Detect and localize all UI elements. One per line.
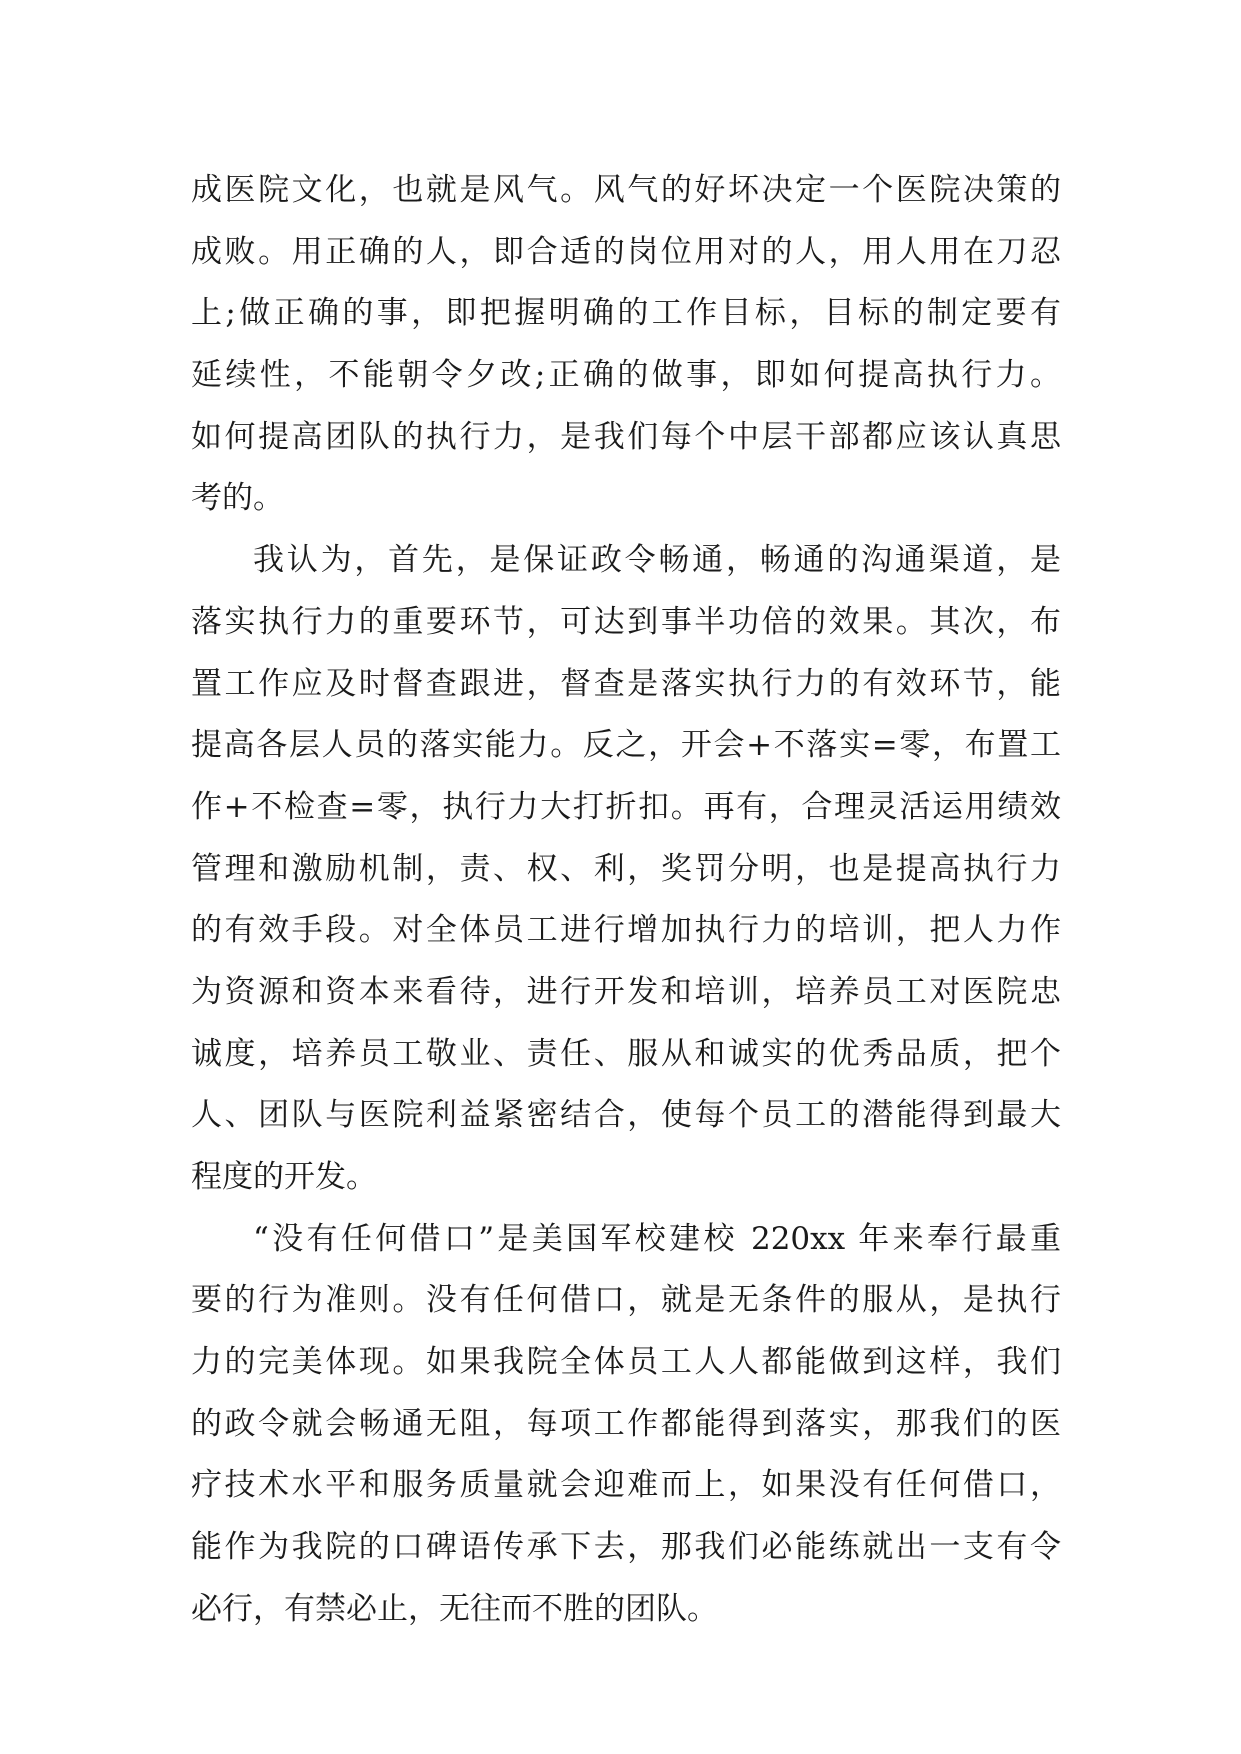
text-line: 落实执行力的重要环节，可达到事半功倍的效果。其次，布 [191,603,1061,640]
text-line: 成医院文化，也就是风气。风气的好坏决定一个医院决策的 [191,172,1061,208]
text-line: “没有任何借口”是美国军校建校 220xx 年来奉行最重 [253,1220,1061,1257]
text-line: 人、团队与医院利益紧密结合，使每个员工的潜能得到最大 [191,1097,1061,1134]
text-line: 管理和激励机制，责、权、利，奖罚分明，也是提高执行力 [191,850,1061,887]
text-line: 置工作应及时督查跟进，督查是落实执行力的有效环节，能 [191,665,1061,702]
text-line: 上;做正确的事，即把握明确的工作目标，目标的制定要有 [191,295,1061,332]
text-line: 作+不检查=零，执行力大打折扣。再有，合理灵活运用绩效 [191,788,1061,825]
text-line: 必行，有禁必止，无往而不胜的团队。 [191,1590,718,1627]
text-line: 的有效手段。对全体员工进行增加执行力的培训，把人力作 [191,912,1061,949]
text-line: 疗技术水平和服务质量就会迎难而上，如果没有任何借口， [191,1467,1061,1504]
text-line: 能作为我院的口碑语传承下去，那我们必能练就出一支有令 [191,1529,1061,1566]
text-line: 要的行为准则。没有任何借口，就是无条件的服从，是执行 [191,1282,1061,1319]
text-line: 考的。 [191,480,284,517]
text-line: 提高各层人员的落实能力。反之，开会+不落实=零，布置工 [191,727,1061,764]
text-line: 的政令就会畅通无阻，每项工作都能得到落实，那我们的医 [191,1405,1061,1442]
text-line: 我认为，首先，是保证政令畅通，畅通的沟通渠道，是 [253,542,1061,579]
text-line: 延续性，不能朝令夕改;正确的做事，即如何提高执行力。 [191,357,1061,394]
text-line: 力的完美体现。如果我院全体员工人人都能做到这样，我们 [191,1344,1061,1381]
text-line: 程度的开发。 [191,1159,377,1195]
paragraph [191,530,1061,1209]
text-line: 诚度，培养员工敬业、责任、服从和诚实的优秀品质，把个 [191,1035,1061,1072]
paragraph [191,1209,1061,1641]
paragraph [191,160,1061,530]
document-body [191,160,1061,1641]
text-line: 成败。用正确的人，即合适的岗位用对的人，用人用在刀忍 [191,233,1061,270]
text-line: 如何提高团队的执行力，是我们每个中层干部都应该认真思 [191,418,1061,455]
text-line: 为资源和资本来看待，进行开发和培训，培养员工对医院忠 [191,973,1061,1010]
